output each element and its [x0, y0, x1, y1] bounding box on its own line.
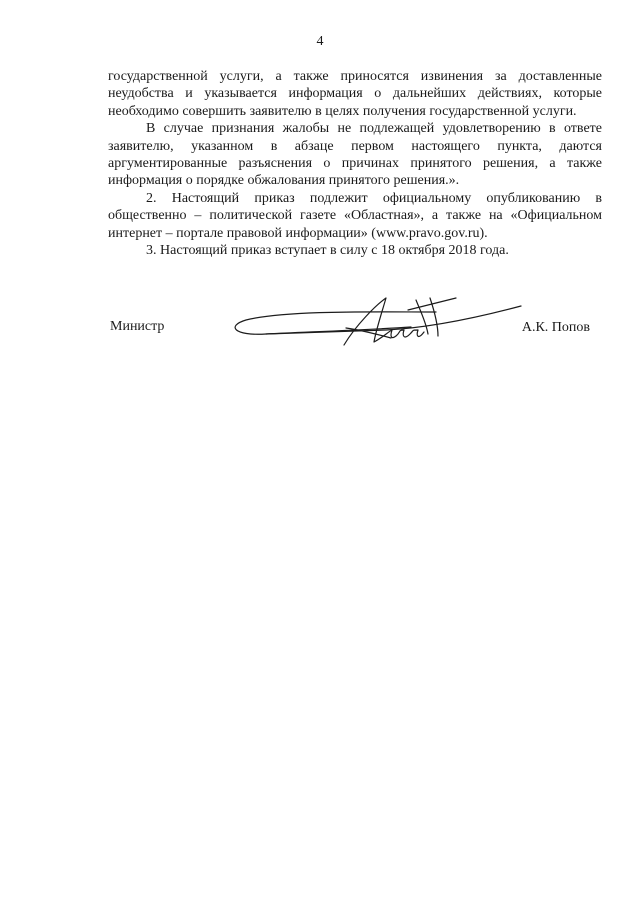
paragraph-continuation: государственной услуги, а также приносятся извинения за доставленные неудобства и указывается информация о дальнейших действиях, которые необходимо совершить заявителю в целях получения государственной услуги.	[108, 69, 602, 119]
paragraph-complaint-rejection: В случае признания жалобы не подлежащей удовлетворению в ответе заявителю, указанном в абзаце первом настоящего пункта, даются аргументированные разъяснения о причинах принятого решения, а также информация о порядке обжалования принятого решения.».	[108, 121, 602, 189]
page-number: 4	[316, 34, 324, 49]
signature-block	[108, 290, 602, 360]
handwritten-signature	[226, 290, 526, 360]
signatory-name: А.К. Попов	[521, 320, 590, 335]
paragraph-publication: 2. Настоящий приказ подлежит официальному опубликованию в общественно – политической газете «Областная», а также на «Официальном интернет – портале правовой информации» (www.pravo.gov.ru).	[108, 190, 602, 241]
document-body	[108, 68, 602, 259]
signatory-title: Министр	[110, 319, 165, 334]
paragraph-effective-date: 3. Настоящий приказ вступает в силу с 18 октября 2018 года.	[146, 243, 509, 259]
